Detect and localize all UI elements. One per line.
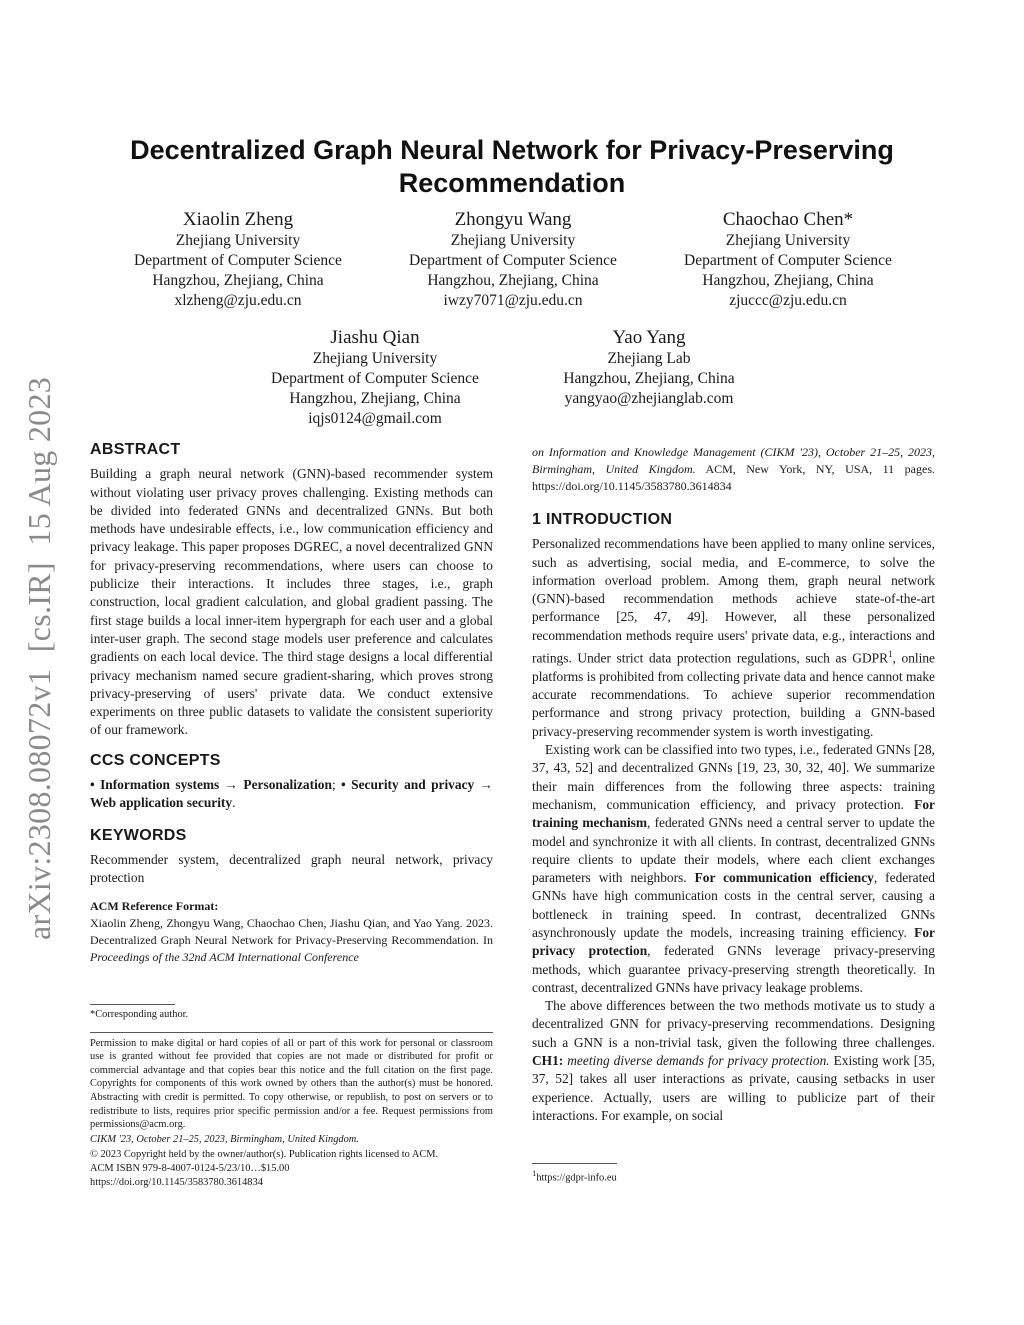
- author-name: Xiaolin Zheng: [182, 209, 294, 230]
- text-segment: For privacy protection: [532, 925, 935, 959]
- ccs-concepts: [90, 776, 493, 813]
- author-department: Department of Computer Science: [684, 252, 892, 269]
- footnote-mark: 1: [532, 1168, 537, 1178]
- text-segment: Proceedings of the 32nd ACM International Conference: [90, 949, 359, 964]
- acm-ref-heading: ACM Reference Format:: [90, 898, 219, 913]
- gdpr-footnote: [532, 1167, 935, 1185]
- text-segment: CH1:: [532, 1053, 564, 1069]
- author-department: Department of Computer Science: [271, 370, 479, 387]
- right-column: [532, 444, 935, 1125]
- intro-paragraph: [532, 741, 935, 997]
- permission-text: Permission to make digital or hard copies of all or part of this work for personal or classroom use is granted without fee provided that copies are not made or distributed for profit or commercial advantage and that copies bear this notice and the full citation on the first page. Copyrights for components of this work owned by others than the author(s) must be honored. Abstracting with credit is permitted. To copy otherwise, or republish, to post on servers or to redistribute to lists, requires prior specific permission and/or a fee. Request permissions from permissions@acm.org.: [90, 1037, 493, 1131]
- arxiv-identifier: arXiv:2308.08072v1 [cs.IR] 15 Aug 2023: [21, 376, 57, 940]
- text-segment: on Information and Knowledge Management (CIKM '23), October 21–25, 2023, Birmingham, United Kingdom.: [532, 445, 935, 476]
- text-segment: Personalized recommendations have been applied to many online services, such as advertising, social media, and E-commerce, to solve the information overload problem. Among them, graph neural network (GNN)-based recommendation methods achieve state-of-the-art performance [25, 47, 49]. However, all these personalized recommendation methods require users' private data, e.g., interactions and ratings. Under strict data protection regulations, such as GDPR: [532, 536, 935, 666]
- text-segment: For communication efficiency: [694, 870, 874, 886]
- author-department: Department of Computer Science: [134, 252, 342, 269]
- doi-line: https://doi.org/10.1145/3583780.3614834: [90, 1176, 263, 1188]
- text-segment: Existing work can be classified into two types, i.e., federated GNNs [28, 37, 43, 52] and decentralized GNNs [19, 23, 30, 32, 40]. We summarize their main differences from the following three aspects: training mechanism, communication efficiency, and privacy protection.: [532, 742, 935, 812]
- author-email: xlzheng@zju.edu.cn: [174, 292, 302, 309]
- author-affiliation: Zhejiang University: [450, 232, 576, 249]
- author-name: Jiashu Qian: [330, 327, 420, 348]
- author-email: yangyao@zhejianglab.com: [564, 390, 734, 407]
- right-footnotes: [532, 1163, 935, 1185]
- text-segment: , federated GNNs leverage privacy-preserving methods, which guarantee privacy-preserving strength theoretically. In contrast, decentralized GNNs have privacy leakage problems.: [532, 943, 935, 995]
- venue-line: CIKM '23, October 21–25, 2023, Birmingham, United Kingdom.: [90, 1133, 359, 1145]
- text-segment: , online platforms is prohibited from collecting private data and hence cannot make accurate recommendations. To achieve superior recommendation performance and strong privacy protection, building a GNN-based privacy-preserving recommender system is worth investigating.: [532, 650, 935, 739]
- footnote-rule: [90, 1004, 175, 1005]
- author-block: [363, 208, 663, 311]
- author-location: Hangzhou, Zhejiang, China: [427, 272, 599, 289]
- author-affiliation: Zhejiang University: [725, 232, 851, 249]
- author-name: Yao Yang: [612, 327, 686, 348]
- text-segment: , federated GNNs need a central server to update the model and synchronize it with all clients. In contrast, decentralized GNNs require clients to update their models, where each client exchanges parameters with neighbors.: [532, 815, 935, 886]
- text-segment: ;: [331, 777, 342, 793]
- author-affiliation: Zhejiang Lab: [607, 350, 691, 367]
- text-segment: • Security and privacy → Web application security: [90, 777, 493, 811]
- author-block: [499, 326, 799, 409]
- copyright-line: © 2023 Copyright held by the owner/author(s). Publication rights licensed to ACM.: [90, 1149, 439, 1161]
- author-email: iwzy7071@zju.edu.cn: [443, 292, 583, 309]
- author-location: Hangzhou, Zhejiang, China: [152, 272, 324, 289]
- keywords-text: Recommender system, decentralized graph neural network, privacy protection: [90, 851, 493, 886]
- author-location: Hangzhou, Zhejiang, China: [289, 390, 461, 407]
- acm-ref-continued: [532, 444, 935, 495]
- author-name: Chaochao Chen*: [722, 209, 854, 230]
- author-email: zjuccc@zju.edu.cn: [729, 292, 847, 309]
- intro-paragraph: [532, 997, 935, 1125]
- author-name: Zhongyu Wang: [454, 209, 572, 230]
- paper-title: Decentralized Graph Neural Network for Privacy-Preserving Recommendation: [130, 135, 894, 198]
- keywords-heading: KEYWORDS: [90, 826, 187, 844]
- left-column: [90, 441, 493, 966]
- author-block: [88, 208, 388, 311]
- footnote-url[interactable]: https://gdpr-info.eu: [536, 1172, 617, 1184]
- text-segment: .: [232, 795, 236, 811]
- footnote-rule: [532, 1163, 617, 1164]
- abstract-heading: ABSTRACT: [90, 441, 181, 458]
- author-email: iqjs0124@gmail.com: [308, 410, 442, 427]
- text-segment: The above differences between the two methods motivate us to study a decentralized GNN for privacy-preserving recommendations. Designing such a GNN is a non-trivial task, given the following three challenges.: [532, 998, 935, 1050]
- corresponding-author-note: *Corresponding author.: [90, 1009, 189, 1020]
- text-segment: , federated GNNs have high communication costs in the central server, causing a bottleneck in training speed. In contrast, decentralized GNNs asynchronously update the models, increasing training efficiency.: [532, 870, 935, 940]
- text-segment: Existing work [35, 37, 52] takes all user interactions as private, causing setbacks in user experience. Actually, users are willing to publicize part of their interactions. For example, on social: [532, 1053, 935, 1123]
- text-segment: 1: [888, 649, 893, 660]
- author-affiliation: Zhejiang University: [175, 232, 301, 249]
- abstract-text: Building a graph neural network (GNN)-based recommender system without violating user privacy proves challenging. Existing methods can be divided into federated GNNs and decentralized GNNs. But both methods have undesirable effects, i.e., low communication efficiency and privacy leakage. This paper proposes DGREC, a novel decentralized GNN for privacy-preserving recommendations, where users can choose to publicize their interactions. It includes three stages, i.e., graph construction, local gradient calculation, and global gradient passing. The first stage builds a local inner-item hypergraph for each user and a global inter-user graph. The second stage models user preference and calculates gradients on each local device. The third stage designs a local differential privacy mechanism named secure gradient-sharing, which proves strong privacy-preserving of users' private data. We conduct extensive experiments on three public datasets to validate the consistent superiority of our framework.: [90, 466, 493, 738]
- text-segment: Xiaolin Zheng, Zhongyu Wang, Chaochao Chen, Jiashu Qian, and Yao Yang. 2023. Decentralized Graph Neural Network for Privacy-Preserving Recommendation. In: [90, 915, 493, 947]
- author-location: Hangzhou, Zhejiang, China: [563, 370, 735, 387]
- author-department: Department of Computer Science: [409, 252, 617, 269]
- author-location: Hangzhou, Zhejiang, China: [702, 272, 874, 289]
- introduction-heading: 1 INTRODUCTION: [532, 511, 673, 528]
- acm-ref-text: [90, 915, 493, 966]
- text-segment: meeting diverse demands for privacy protection.: [567, 1053, 830, 1069]
- permission-rule: [90, 1032, 493, 1033]
- left-footnotes: [90, 1004, 493, 1189]
- author-block: [638, 208, 938, 311]
- text-segment: ACM, New York, NY, USA, 11 pages. https://doi.org/10.1145/3583780.3614834: [532, 462, 935, 493]
- author-block: [225, 326, 525, 429]
- intro-paragraph: [532, 535, 935, 741]
- ccs-heading: CCS CONCEPTS: [90, 751, 221, 769]
- text-segment: For training mechanism: [532, 796, 935, 831]
- author-affiliation: Zhejiang University: [312, 350, 438, 367]
- text-segment: • Information systems → Personalization: [90, 777, 332, 793]
- isbn-line: ACM ISBN 979-8-4007-0124-5/23/10…$15.00: [90, 1162, 290, 1174]
